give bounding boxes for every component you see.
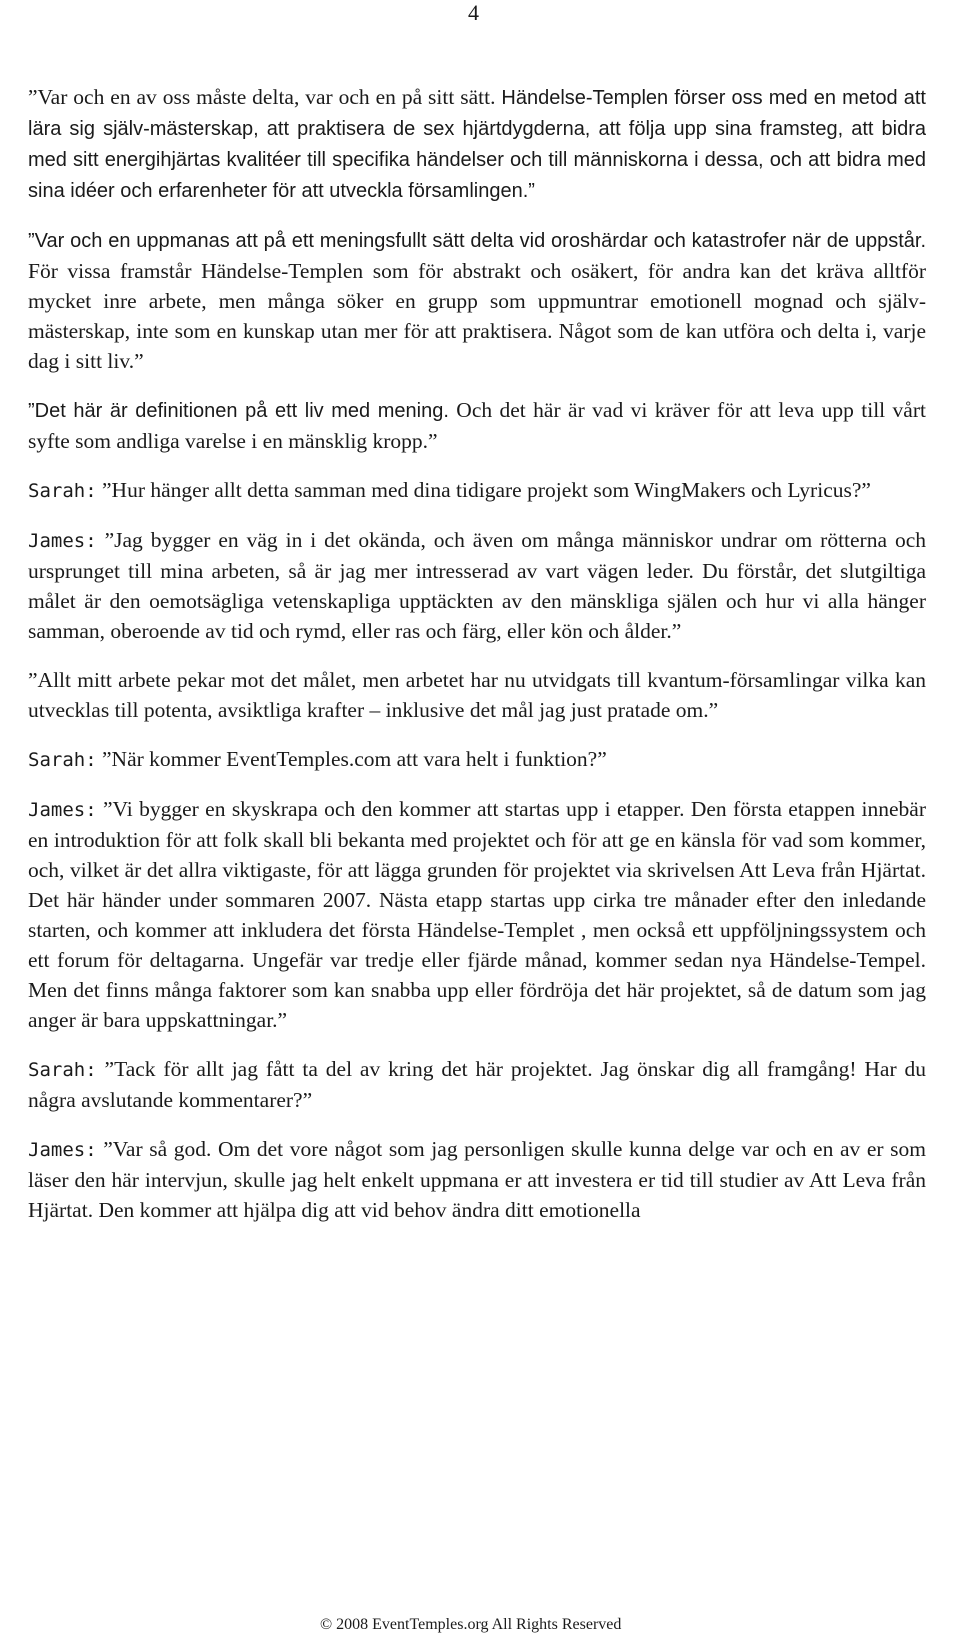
text-run: Händelse-Templen förser oss med en metod att lära sig själv-mästerskap, att praktisera de sex hjärtdygderna, att följa upp sina framsteg, att bidra med sitt energihjärtas kvalitéer till specifika händelser och till människorna i dessa, och att bidra med sina idéer och erfarenheter för att utveckla församlingen.” xyxy=(28,87,926,202)
speaker-label: James: xyxy=(28,799,97,821)
text-run: ”Tack för allt jag fått ta del av kring det här projektet. Jag önskar dig all framgång! Har du några avslutande kommentarer?” xyxy=(28,1057,926,1112)
speaker-label: Sarah: xyxy=(28,749,97,771)
text-run: ”Jag bygger en väg in i det okända, och även om många människor undrar om rötterna och ursprunget till mina arbeten, så är jag mer intresserad av vart vägen leder. xyxy=(28,528,926,583)
text-run: Den första etappen innebär en introduktion för att folk skall bli bekanta med projektet och för att ge en känsla för vad som kommer, och, vilket är det allra viktigaste, för att lägga grunden för projektet via skrivelsen Att Leva från Hjärtat. Det här händer under sommaren 2007. xyxy=(28,797,926,912)
paragraph xyxy=(28,475,926,506)
text-run: Ungefär var tredje eller fjärde månad, kommer sedan nya Händelse-Tempel. Men det finns många faktorer som kan snabba upp eller fördröja det här projektet, så de datum som jag anger är bara uppskattningar.” xyxy=(28,948,926,1032)
paragraph xyxy=(28,525,926,646)
paragraph xyxy=(28,395,926,456)
text-run: Nästa etapp startas upp cirka tre månader efter den inledande starten, och kommer att inkludera det första Händelse-Templet , men också ett uppföljningssystem och ett forum för deltagarna. xyxy=(28,888,926,972)
text-run: ”Var så god. xyxy=(96,1137,212,1161)
document-body xyxy=(28,82,926,1244)
text-run: Du förstår, det slutgiltiga målet är den oemotsägliga vetenskapliga upptäckten av den mänskliga själen och hur vi alla hänger samman, oberoende av tid och rymd, eller ras och färg, eller kön och ålder.” xyxy=(28,559,927,643)
speaker-label: James: xyxy=(28,1139,97,1161)
text-run: Och det här är vad vi kräver för att leva upp till vårt syfte som andliga varelse i en mänsklig kropp.” xyxy=(28,398,926,453)
paragraph xyxy=(28,794,926,1035)
text-run: Om det vore något som jag personligen skulle kunna delge var och en av er som läser den här intervjun, skulle jag helt enkelt uppmana er att investera er tid till studier av Att Leva från Hjärtat. Den kommer att hjälpa dig att vid behov ändra ditt emotionella xyxy=(28,1137,926,1222)
speaker-label: James: xyxy=(28,530,97,552)
paragraph xyxy=(28,1054,926,1115)
paragraph xyxy=(28,1134,926,1225)
text-run: ”Hur hänger allt detta samman med dina tidigare projekt som WingMakers och Lyricus?” xyxy=(96,478,871,502)
text-run: ”Var och en av oss måste delta, var och en på sitt sätt. xyxy=(28,85,502,109)
speaker-label: Sarah: xyxy=(28,1059,97,1081)
text-run: ”Vi bygger en skyskrapa och den kommer att startas upp i etapper. xyxy=(96,797,685,821)
paragraph xyxy=(28,744,926,775)
text-run: För vissa framstår Händelse-Templen som för abstrakt och osäkert, för andra kan det kräva alltför mycket inre arbete, men många söker en grupp som uppmuntrar emotionell mognad och själv-mästerskap, inte som en kunskap utan mer för att praktisera. Något som de kan utföra och delta i, varje dag i sitt liv.” xyxy=(28,259,926,373)
paragraph xyxy=(28,665,926,725)
text-run: ”Allt mitt arbete pekar mot det målet, men arbetet har nu utvidgats till kvantum-församlingar vilka kan utvecklas till potenta, avsiktliga krafter – inklusive det mål jag just pratade om.” xyxy=(28,668,926,722)
copyright-footer: © 2008 EventTemples.org All Rights Reserved xyxy=(320,1616,622,1633)
speaker-label: Sarah: xyxy=(28,480,97,502)
text-run: ”När kommer EventTemples.com att vara helt i funktion?” xyxy=(96,747,607,771)
paragraph xyxy=(28,225,926,376)
text-run: ”Det här är definitionen på ett liv med mening. xyxy=(28,400,449,422)
text-run: ”Var och en uppmanas att på ett meningsfullt sätt delta vid oroshärdar och katastrofer när de uppstår. xyxy=(28,230,926,252)
paragraph xyxy=(28,82,926,206)
page-number: 4 xyxy=(468,0,479,25)
